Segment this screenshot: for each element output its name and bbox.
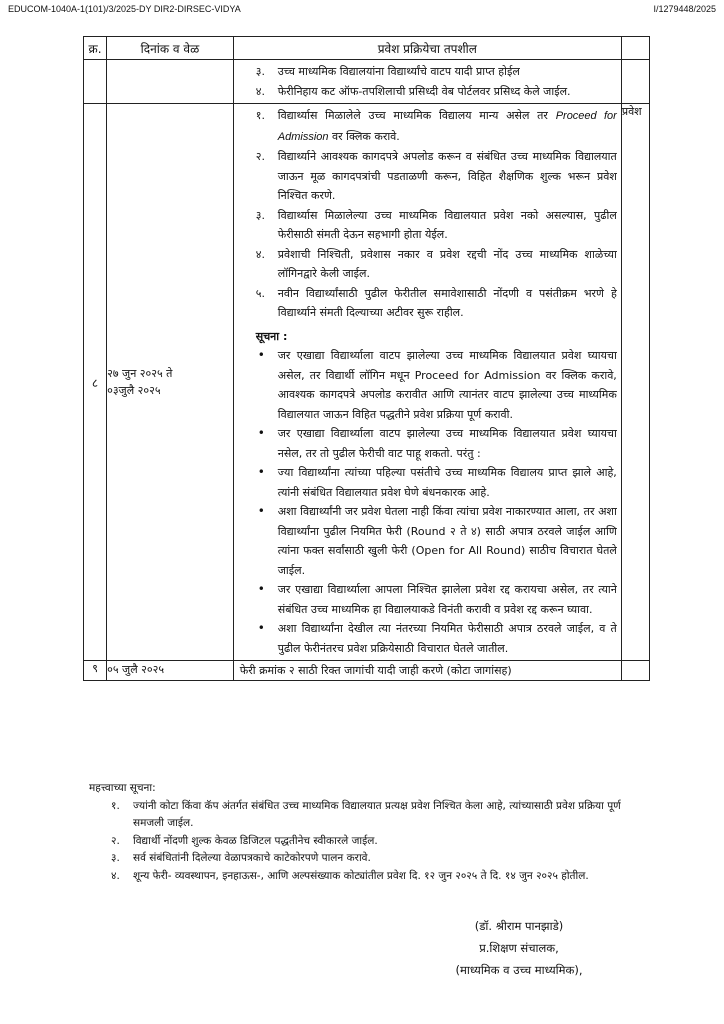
table-row (84, 104, 650, 661)
serial-cell: ८ (84, 104, 107, 661)
table-row (84, 60, 650, 104)
details-cell: फेरी क्रमांक २ साठी रिक्त जागांची यादी जाही करणे (कोटा जागांसह) (233, 661, 621, 681)
inward-number: I/1279448/2025 (653, 4, 716, 14)
header-date-time: दिनांक व वेळ (107, 37, 234, 60)
signatory-name: (डॉ. श्रीराम पानझाडे) (474, 919, 564, 933)
list-item: ३. विद्यार्थ्यास मिळालेल्या उच्च माध्यमिक विद्यालयात प्रवेश नको असल्यास, पुढील फेरीसाठी संमती देऊन सहभागी होता येईल. (255, 208, 617, 241)
list-item: ३. उच्च माध्यमिक विद्यालयांना विद्यार्थ्यांचे वाटप यादी प्राप्त होईल (255, 65, 520, 78)
note-title: सूचना : (255, 329, 288, 343)
list-item: २. विद्यार्थी नोंदणी शुल्क केवळ डिजिटल पद्धतीनेच स्वीकारले जाईल. (111, 834, 378, 847)
list-item: • जर एखाद्या विद्यार्थ्याला वाटप झालेल्या उच्च माध्यमिक विद्यालयात प्रवेश घ्यायचा असेल, तर विद्यार्थी लॉगिन मधून Proceed for Admission वर क्लिक करावे, आवश्यक कागदपत्रे अपलोड करावीत आणि त्यानंतर वाटप झालेल्या उच्च माध्यमिक विद्यालयात जाऊन विहित पद्धतीने प्रवेश प्रक्रिया पूर्ण करावी. (240, 346, 617, 424)
list-item: १. विद्यार्थ्यास मिळालेले उच्च माध्यमिक विद्यालय मान्य असेल तर Proceed for Admission वर क्लिक करावे. (255, 109, 617, 143)
signatory-designation: प्र.शिक्षण संचालक, (479, 941, 559, 955)
list-item: ५. नवीन विद्यार्थ्यांसाठी पुढील फेरीतील समावेशासाठी नोंदणी व पसंतीक्रम भरणे हे विद्यार्थ्याने संमती दिल्याच्या अटीवर सुरू राहील. (255, 286, 617, 319)
admission-label: प्रवेश (621, 105, 642, 118)
details-cell (233, 60, 621, 104)
list-item: ३. सर्व संबंधितांनी दिलेल्या वेळापत्रकाचे काटेकोरपणे पालन करावे. (111, 852, 371, 864)
date-cell: २७ जुन २०२५ ते ०३जुलै २०२५ (107, 104, 234, 661)
list-item: • जर एखाद्या विद्यार्थ्याला आपला निश्चित झालेला प्रवेश रद्द करायचा असेल, तर त्याने संबंधित उच्च माध्यमिक हा विद्यालयाकडे विनंती करावी व प्रवेश रद्द करून घ्यावा. (240, 580, 617, 619)
extra-cell (621, 661, 649, 681)
important-notes (89, 780, 649, 885)
header-serial: क्र. (84, 37, 107, 60)
document-reference: EDUCOM-1040A-1(101)/3/2025-DY DIR2-DIRSEC-VIDYA (8, 4, 241, 14)
extra-cell (621, 104, 649, 661)
header-process-details: प्रवेश प्रक्रियेचा तपशील (233, 37, 621, 60)
notes-title: महत्त्वाच्या सूचना: (89, 782, 156, 794)
table-header-row (84, 37, 650, 60)
list-item: २. विद्यार्थ्याने आवश्यक कागदपत्रे अपलोड करून व संबंधित उच्च माध्यमिक विद्यालयात जाऊन मूळ कागदपत्रांची पडताळणी करून, विहित शैक्षणिक शुल्क भरून प्रवेश निश्चित करणे. (255, 150, 617, 202)
signatory-department: (माध्यमिक व उच्च माध्यमिक), (455, 963, 583, 977)
list-item: • अशा विद्यार्थ्यांना देखील त्या नंतरच्या नियमित फेरीसाठी अपात्र ठरवले जाईल, व ते पुढील फेरीनंतरच प्रवेश प्रक्रियेसाठी विचारात घेतले जातील. (240, 619, 617, 658)
list-item: ४. फेरीनिहाय कट ऑफ-तपशिलाची प्रसिध्दी वेब पोर्टलवर प्रसिध्द केले जाईल. (255, 84, 571, 98)
table-row (84, 661, 650, 681)
list-item: • जर एखाद्या विद्यार्थ्याला वाटप झालेल्या उच्च माध्यमिक विद्यालयात प्रवेश घ्यायचा नसेल, तर तो पुढील फेरीची वाट पाहू शकतो. परंतु : (240, 424, 617, 463)
admission-schedule-table (83, 36, 650, 681)
date-cell: ०५ जुलै २०२५ (107, 661, 234, 681)
list-item: ४. शून्य फेरी- व्यवस्थापन, इनहाऊस-, आणि अल्पसंख्याक कोट्यांतील प्रवेश दि. १२ जुन २०२५ ते दि. १४ जुन २०२५ होतील. (111, 869, 589, 882)
header-extra (621, 37, 649, 60)
list-item: १. ज्यांनी कोटा किंवा कॅप अंतर्गत संबंधित उच्च माध्यमिक विद्यालयात प्रत्यक्ष प्रवेश निश्चित केला आहे, त्यांच्यासाठी प्रवेश प्रक्रिया पूर्ण समजली जाईल. (111, 799, 621, 829)
date-cell (107, 60, 234, 104)
details-cell (233, 104, 621, 661)
extra-cell (621, 60, 649, 104)
serial-cell: ९ (84, 661, 107, 681)
serial-cell (84, 60, 107, 104)
list-item: • ज्या विद्यार्थ्यांना त्यांच्या पहिल्या पसंतीचे उच्च माध्यमिक विद्यालय प्राप्त झाले आहे, त्यांनी संबंधित विद्यालयात प्रवेश घेणे बंधनकारक आहे. (240, 463, 617, 502)
signature-block (404, 915, 634, 981)
list-item: ४. प्रवेशाची निश्चिती, प्रवेशास नकार व प्रवेश रद्दची नोंद उच्च माध्यमिक शाळेच्या लॉगिनद्वारे केली जाईल. (255, 247, 617, 280)
list-item: • अशा विद्यार्थ्यांनी जर प्रवेश घेतला नाही किंवा त्यांचा प्रवेश नाकारण्यात आला, तर अशा विद्यार्थ्यांना पुढील नियमित फेरी (Round २ ते ४) साठी अपात्र ठरवले जाईल आणि त्यांना फक्त सर्वांसाठी खुली फेरी (Open for All Round) साठीच विचारात घेतले जाईल. (240, 502, 617, 580)
